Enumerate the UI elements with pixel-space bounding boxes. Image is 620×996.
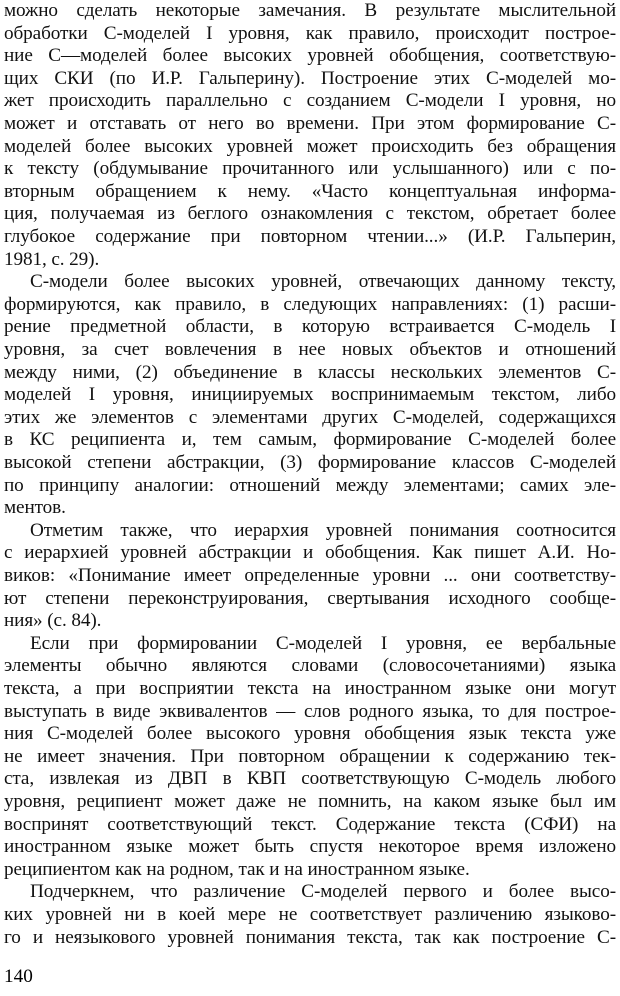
paragraph-first-line: Если при формировании С-моделей I уровня, ее вербальные	[30, 632, 616, 654]
text-line: можно сделать некоторые замечания. В результате мыслительной	[4, 0, 616, 21]
text-line: рение предметной области, в которую встраивается С-модель I	[4, 316, 616, 338]
text-line: ют степени переконструирования, свертывания исходного сообще-	[4, 587, 616, 609]
text-line: этих же элементов с элементами других С-моделей, содержащихся	[4, 406, 616, 428]
text-line: реципиентом как на родном, так и на иностранном языке.	[4, 858, 470, 880]
text-line: к тексту (обдумывание прочитанного или услышанного) или с по-	[4, 158, 616, 180]
text-line: жет происходить параллельно с созданием С-модели I уровня, но	[4, 90, 616, 112]
text-line: между ними, (2) объединение в классы нескольких элементов С-	[4, 361, 616, 383]
text-line: моделей более высоких уровней может происходить без обращения	[4, 135, 616, 157]
text-line: вторным обращением к нему. «Часто концептуальная информа-	[4, 180, 616, 202]
text-line: в КС реципиента и, тем самым, формирование С-моделей более	[4, 429, 616, 451]
text-line: ментов.	[4, 497, 66, 519]
paragraph-first-line: Подчеркнем, что различение С-моделей первого и более высо-	[30, 881, 616, 903]
text-line: ких уровней ни в коей мере не соответствует различению языково-	[4, 904, 616, 925]
paragraph-first-line: Отметим также, что иерархия уровней понимания соотносится	[30, 519, 616, 541]
text-line: с иерархией уровней абстракции и обобщения. Как пишет А.И. Но-	[4, 542, 616, 564]
page-number: 140	[4, 966, 33, 987]
text-line: моделей I уровня, инициируемых воспринимаемым текстом, либо	[4, 384, 616, 406]
text-line: уровня, за счет вовлечения в нее новых объектов и отношений	[4, 339, 616, 360]
text-line: обработки С-моделей I уровня, как правило, происходит построе-	[4, 22, 616, 44]
text-line: может и отставать от него во времени. При этом формирование С-	[4, 113, 616, 134]
text-line: уровня, реципиент может даже не помнить, на каком языке был им	[4, 791, 616, 812]
paragraph-first-line: С-модели более высоких уровней, отвечающих данному тексту,	[30, 271, 616, 293]
text-line: го и неязыкового уровней понимания текста, так как построение С-	[4, 926, 616, 948]
text-line: текста, а при восприятии текста на иностранном языке они могут	[4, 678, 616, 699]
text-line: элементы обычно являются словами (словосочетаниями) языка	[4, 655, 616, 677]
text-line: виков: «Понимание имеет определенные уровни ... они соответству-	[4, 565, 616, 586]
text-line: ния С-моделей более высокого уровня обобщения язык текста уже	[4, 723, 616, 745]
text-line: 1981, с. 29).	[4, 248, 100, 270]
text-line: ние С—моделей более высоких уровней обобщения, соответствую-	[4, 45, 616, 67]
text-line: ция, получаемая из беглого ознакомления с текстом, обретает более	[4, 203, 616, 225]
text-line: по принципу аналогии: отношений между элементами; самих эле-	[4, 474, 616, 496]
text-line: не имеет значения. При повторном обращении к содержанию тек-	[4, 745, 616, 767]
text-line: воспринят соответствующий текст. Содержание текста (СФИ) на	[4, 813, 616, 835]
text-line: иностранном языке может быть спустя некоторое время изложено	[4, 836, 616, 858]
text-line: выступать в виде эквивалентов — слов родного языка, то для построе-	[4, 700, 616, 722]
text-line: высокой степени абстракции, (3) формирование классов С-моделей	[4, 452, 616, 473]
text-line: ния» (с. 84).	[4, 610, 102, 632]
text-line: глубокое содержание при повторном чтении...» (И.Р. Гальперин,	[4, 226, 616, 247]
text-line: щих СКИ (по И.Р. Гальперину). Построение этих С-моделей мо-	[4, 67, 616, 89]
text-line: ста, извлекая из ДВП в КВП соответствующую С-модель любого	[4, 768, 616, 790]
text-line: формируются, как правило, в следующих направлениях: (1) расши-	[4, 293, 616, 315]
